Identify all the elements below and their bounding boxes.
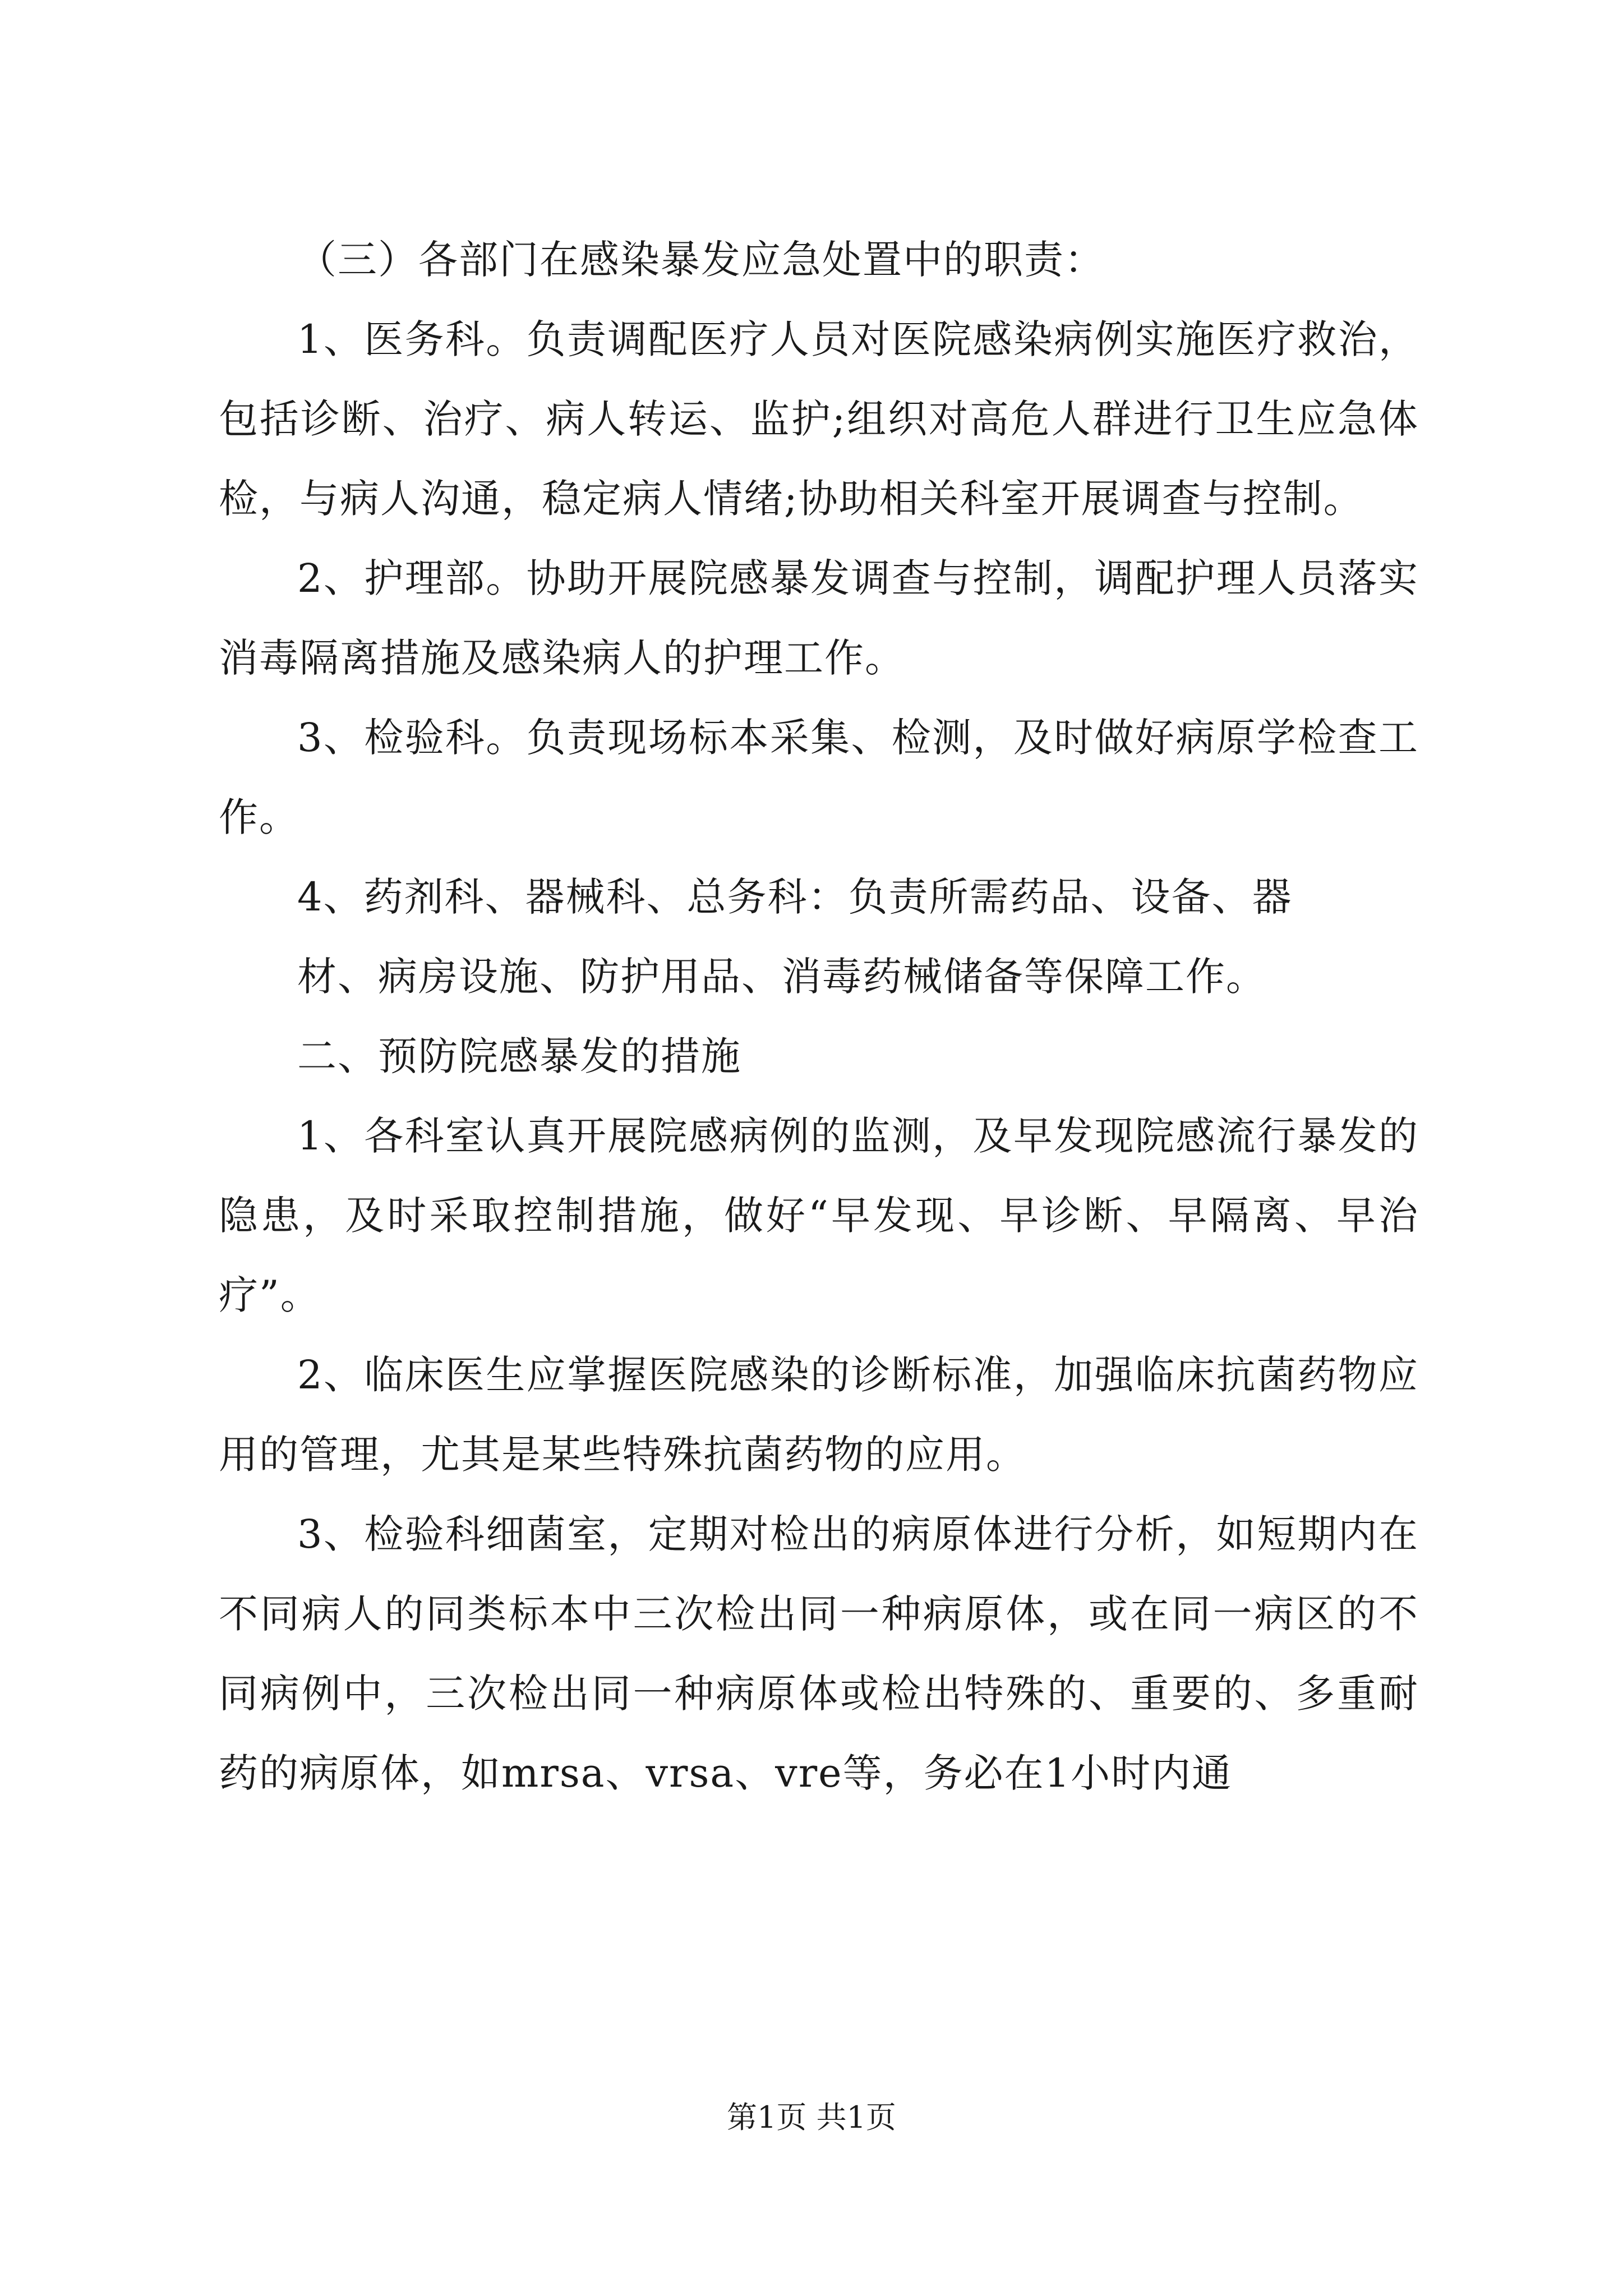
paragraph-prevention-3: 3、检验科细菌室，定期对检出的病原体进行分析，如短期内在不同病人的同类标本中三次检出同一种病原体，或在同一病区的不同病例中，三次检出同一种病原体或检出特殊的、重要的、多重耐药的病原体，如mrsa、vrsa、vre等，务必在1小时内通 xyxy=(219,1511,1419,1796)
section-heading-responsibilities: （三）各部门在感染暴发应急处置中的职责： xyxy=(297,237,1105,283)
document-body xyxy=(219,220,1419,1813)
paragraph-medical-affairs: 1、医务科。负责调配医疗人员对医院感染病例实施医疗救治，包括诊断、治疗、病人转运、监护;组织对高危人群进行卫生应急体检，与病人沟通，稳定病人情绪;协助相关科室开展调查与控制。 xyxy=(219,316,1419,522)
section-heading-prevention: 二、预防院感暴发的措施 xyxy=(297,1033,741,1079)
page-footer: 第1页 共1页 xyxy=(727,2100,896,2135)
paragraph-pharmacy-line-2: 材、病房设施、防护用品、消毒药械储备等保障工作。 xyxy=(297,954,1266,1000)
paragraph-prevention-1: 1、各科室认真开展院感病例的监测，及早发现院感流行暴发的隐患，及时采取控制措施，做好“早发现、早诊断、早隔离、早治疗”。 xyxy=(219,1113,1419,1318)
paragraph-pharmacy-line-1: 4、药剂科、器械科、总务科：负责所需药品、设备、器 xyxy=(297,874,1293,920)
paragraph-laboratory: 3、检验科。负责现场标本采集、检测，及时做好病原学检查工作。 xyxy=(219,715,1419,840)
paragraph-nursing-department: 2、护理部。协助开展院感暴发调查与控制，调配护理人员落实消毒隔离措施及感染病人的护理工作。 xyxy=(219,555,1419,681)
paragraph-prevention-2: 2、临床医生应掌握医院感染的诊断标准，加强临床抗菌药物应用的管理，尤其是某些特殊抗菌药物的应用。 xyxy=(219,1352,1419,1478)
